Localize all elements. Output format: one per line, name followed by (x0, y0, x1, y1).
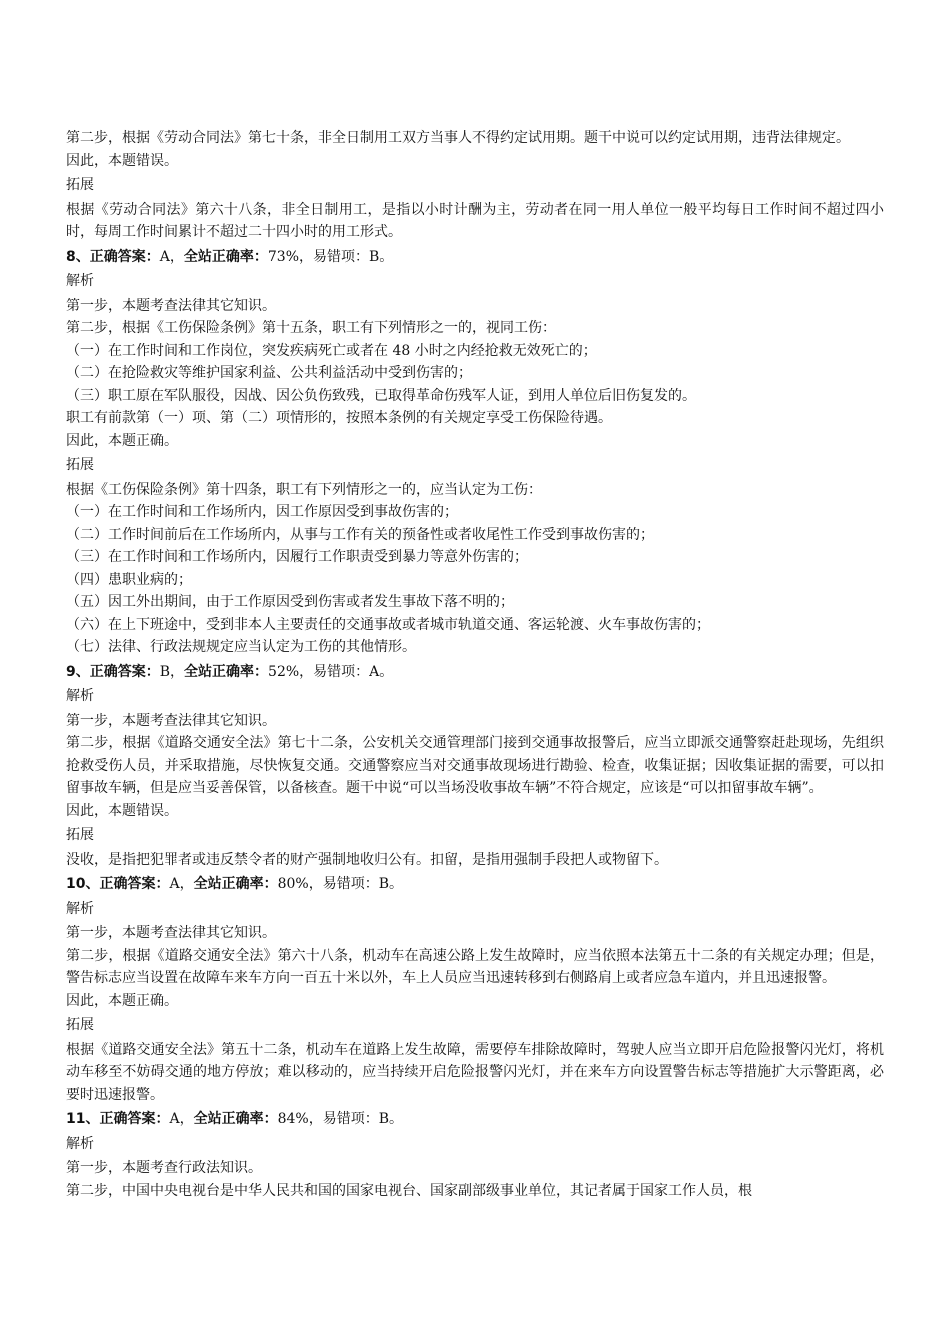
paragraph-line: 第二步，根据《工伤保险条例》第十五条，职工有下列情形之一的，视同工伤： (66, 320, 556, 336)
paragraph-line: 第二步，根据《道路交通安全法》第七十二条，公安机关交通管理部门接到交通事故报警后，应当立即派交通警察赶赴现场，先组织抢救受伤人员，并采取措施，尽快恢复交通。交通警察应当对交通事故现场进行勘验、检查，收集证据；因收集证据的需要，可以扣留事故车辆，但是应当妥善保管，以备核查。题干中说“可以当场没收事故车辆”不符合规定，应该是“可以扣留事故车辆”。 (66, 735, 884, 796)
section-label-analysis: 解析 (66, 900, 94, 917)
paragraph-line: 职工有前款第（一）项、第（二）项情形的，按照本条例的有关规定享受工伤保险待遇。 (66, 410, 612, 426)
paragraph-line: （二）在抢险救灾等维护国家利益、公共利益活动中受到伤害的； (66, 365, 472, 381)
paragraph-line: 因此，本题正确。 (66, 992, 178, 1009)
answer-value: A， (169, 1111, 194, 1127)
answer-value: A， (159, 248, 184, 265)
question-number: 8、 (66, 248, 90, 265)
paragraph-line: （七）法律、行政法规规定应当认定为工伤的其他情形。 (66, 639, 416, 655)
question-number: 10、 (66, 876, 100, 892)
answer-line (66, 873, 884, 896)
paragraph-line: 因此，本题错误。 (66, 802, 178, 819)
answer-value: A， (169, 876, 194, 892)
question-block (66, 661, 884, 872)
section-label-extension: 拓展 (66, 457, 94, 473)
paragraph-line: 根据《工伤保险条例》第十四条，职工有下列情形之一的，应当认定为工伤： (66, 481, 542, 498)
paragraph-line: （四）患职业病的； (66, 571, 192, 588)
paragraph-line: 第二步，中国中央电视台是中华人民共和国的国家电视台、国家副部级事业单位，其记者属于国家工作人员，根 (66, 1182, 752, 1199)
paragraph-line: （三）职工原在军队服役，因战、因公负伤致残，已取得革命伤残军人证，到用人单位后旧伤复发的。 (66, 387, 696, 404)
rate-value: 52%，易错项：A。 (268, 663, 394, 680)
rate-value: 84%，易错项：B。 (277, 1111, 404, 1127)
paragraph-line: （三）在工作时间和工作场所内，因履行工作职责受到暴力等意外伤害的； (66, 549, 528, 565)
paragraph-line: （五）因工外出期间，由于工作原因受到伤害或者发生事故下落不明的； (66, 594, 514, 610)
section-label-extension: 拓展 (66, 827, 94, 843)
section-label-analysis: 解析 (66, 1135, 94, 1152)
rate-label: 全站正确率： (184, 663, 269, 680)
rate-value: 80%，易错项：B。 (277, 876, 404, 892)
rate-value: 73%，易错项：B。 (267, 248, 394, 265)
paragraph-line: 因此，本题错误。 (66, 152, 178, 169)
paragraph-line: 第一步，本题考查法律其它知识。 (66, 297, 276, 314)
paragraph-line: （六）在上下班途中，受到非本人主要责任的交通事故或者城市轨道交通、客运轮渡、火车事故伤害的； (66, 616, 710, 633)
answer-label: 正确答案： (89, 663, 160, 680)
answer-label: 正确答案： (99, 876, 170, 892)
paragraph-line: 根据《劳动合同法》第六十八条，非全日制用工，是指以小时计酬为主，劳动者在同一用人单位一般平均每日工作时间不超过四小时，每周工作时间累计不超过二十四小时的用工形式。 (66, 201, 884, 240)
question-block (66, 246, 884, 659)
paragraph-line: （一）在工作时间和工作场所内，因工作原因受到事故伤害的； (66, 504, 458, 520)
rate-label: 全站正确率： (183, 248, 268, 265)
rate-label: 全站正确率： (193, 876, 278, 892)
answer-label: 正确答案： (99, 1111, 170, 1127)
paragraph-line: （二）工作时间前后在工作场所内，从事与工作有关的预备性或者收尾性工作受到事故伤害的； (66, 526, 654, 543)
rate-label: 全站正确率： (193, 1111, 278, 1127)
paragraph-line: 根据《道路交通安全法》第五十二条，机动车在道路上发生故障，需要停车排除故障时，驾驶人应当立即开启危险报警闪光灯，将机动车移至不妨碍交通的地方停放；难以移动的，应当持续开启危险报警闪光灯，并在来车方向设置警告标志等措施扩大示警距离，必要时迅速报警。 (66, 1041, 884, 1103)
section-label-extension: 拓展 (66, 1017, 94, 1033)
answer-line (66, 1108, 884, 1131)
question-block (66, 873, 884, 1106)
section-label-extension: 拓展 (66, 177, 94, 193)
section-label-analysis: 解析 (66, 273, 94, 289)
answer-label: 正确答案： (89, 248, 160, 265)
question-block (66, 1108, 884, 1202)
intro-section (66, 127, 884, 244)
answer-value: B， (159, 663, 185, 680)
paragraph-line: 第一步，本题考查行政法知识。 (66, 1160, 262, 1176)
question-number: 9、 (66, 663, 90, 680)
paragraph-line: 第二步，根据《道路交通安全法》第六十八条，机动车在高速公路上发生故障时，应当依照本法第五十二条的有关规定办理；但是，警告标志应当设置在故障车来车方向一百五十米以外，车上人员应当迅速转移到右侧路肩上或者应急车道内，并且迅速报警。 (66, 947, 884, 986)
question-number: 11、 (66, 1111, 100, 1127)
paragraph-line: 第二步，根据《劳动合同法》第七十条，非全日制用工双方当事人不得约定试用期。题干中说可以约定试用期，违背法律规定。 (66, 130, 850, 146)
paragraph-line: （一）在工作时间和工作岗位，突发疾病死亡或者在 48 小时之内经抢救无效死亡的； (66, 342, 597, 359)
paragraph-line: 因此，本题正确。 (66, 432, 178, 449)
answer-line (66, 246, 884, 269)
questions-list (66, 246, 884, 1203)
paragraph-line: 第一步，本题考查法律其它知识。 (66, 712, 276, 729)
answer-line (66, 661, 884, 684)
paragraph-line: 没收，是指把犯罪者或违反禁令者的财产强制地收归公有。扣留，是指用强制手段把人或物留下。 (66, 851, 668, 868)
section-label-analysis: 解析 (66, 688, 94, 704)
paragraph-line: 第一步，本题考查法律其它知识。 (66, 925, 276, 941)
